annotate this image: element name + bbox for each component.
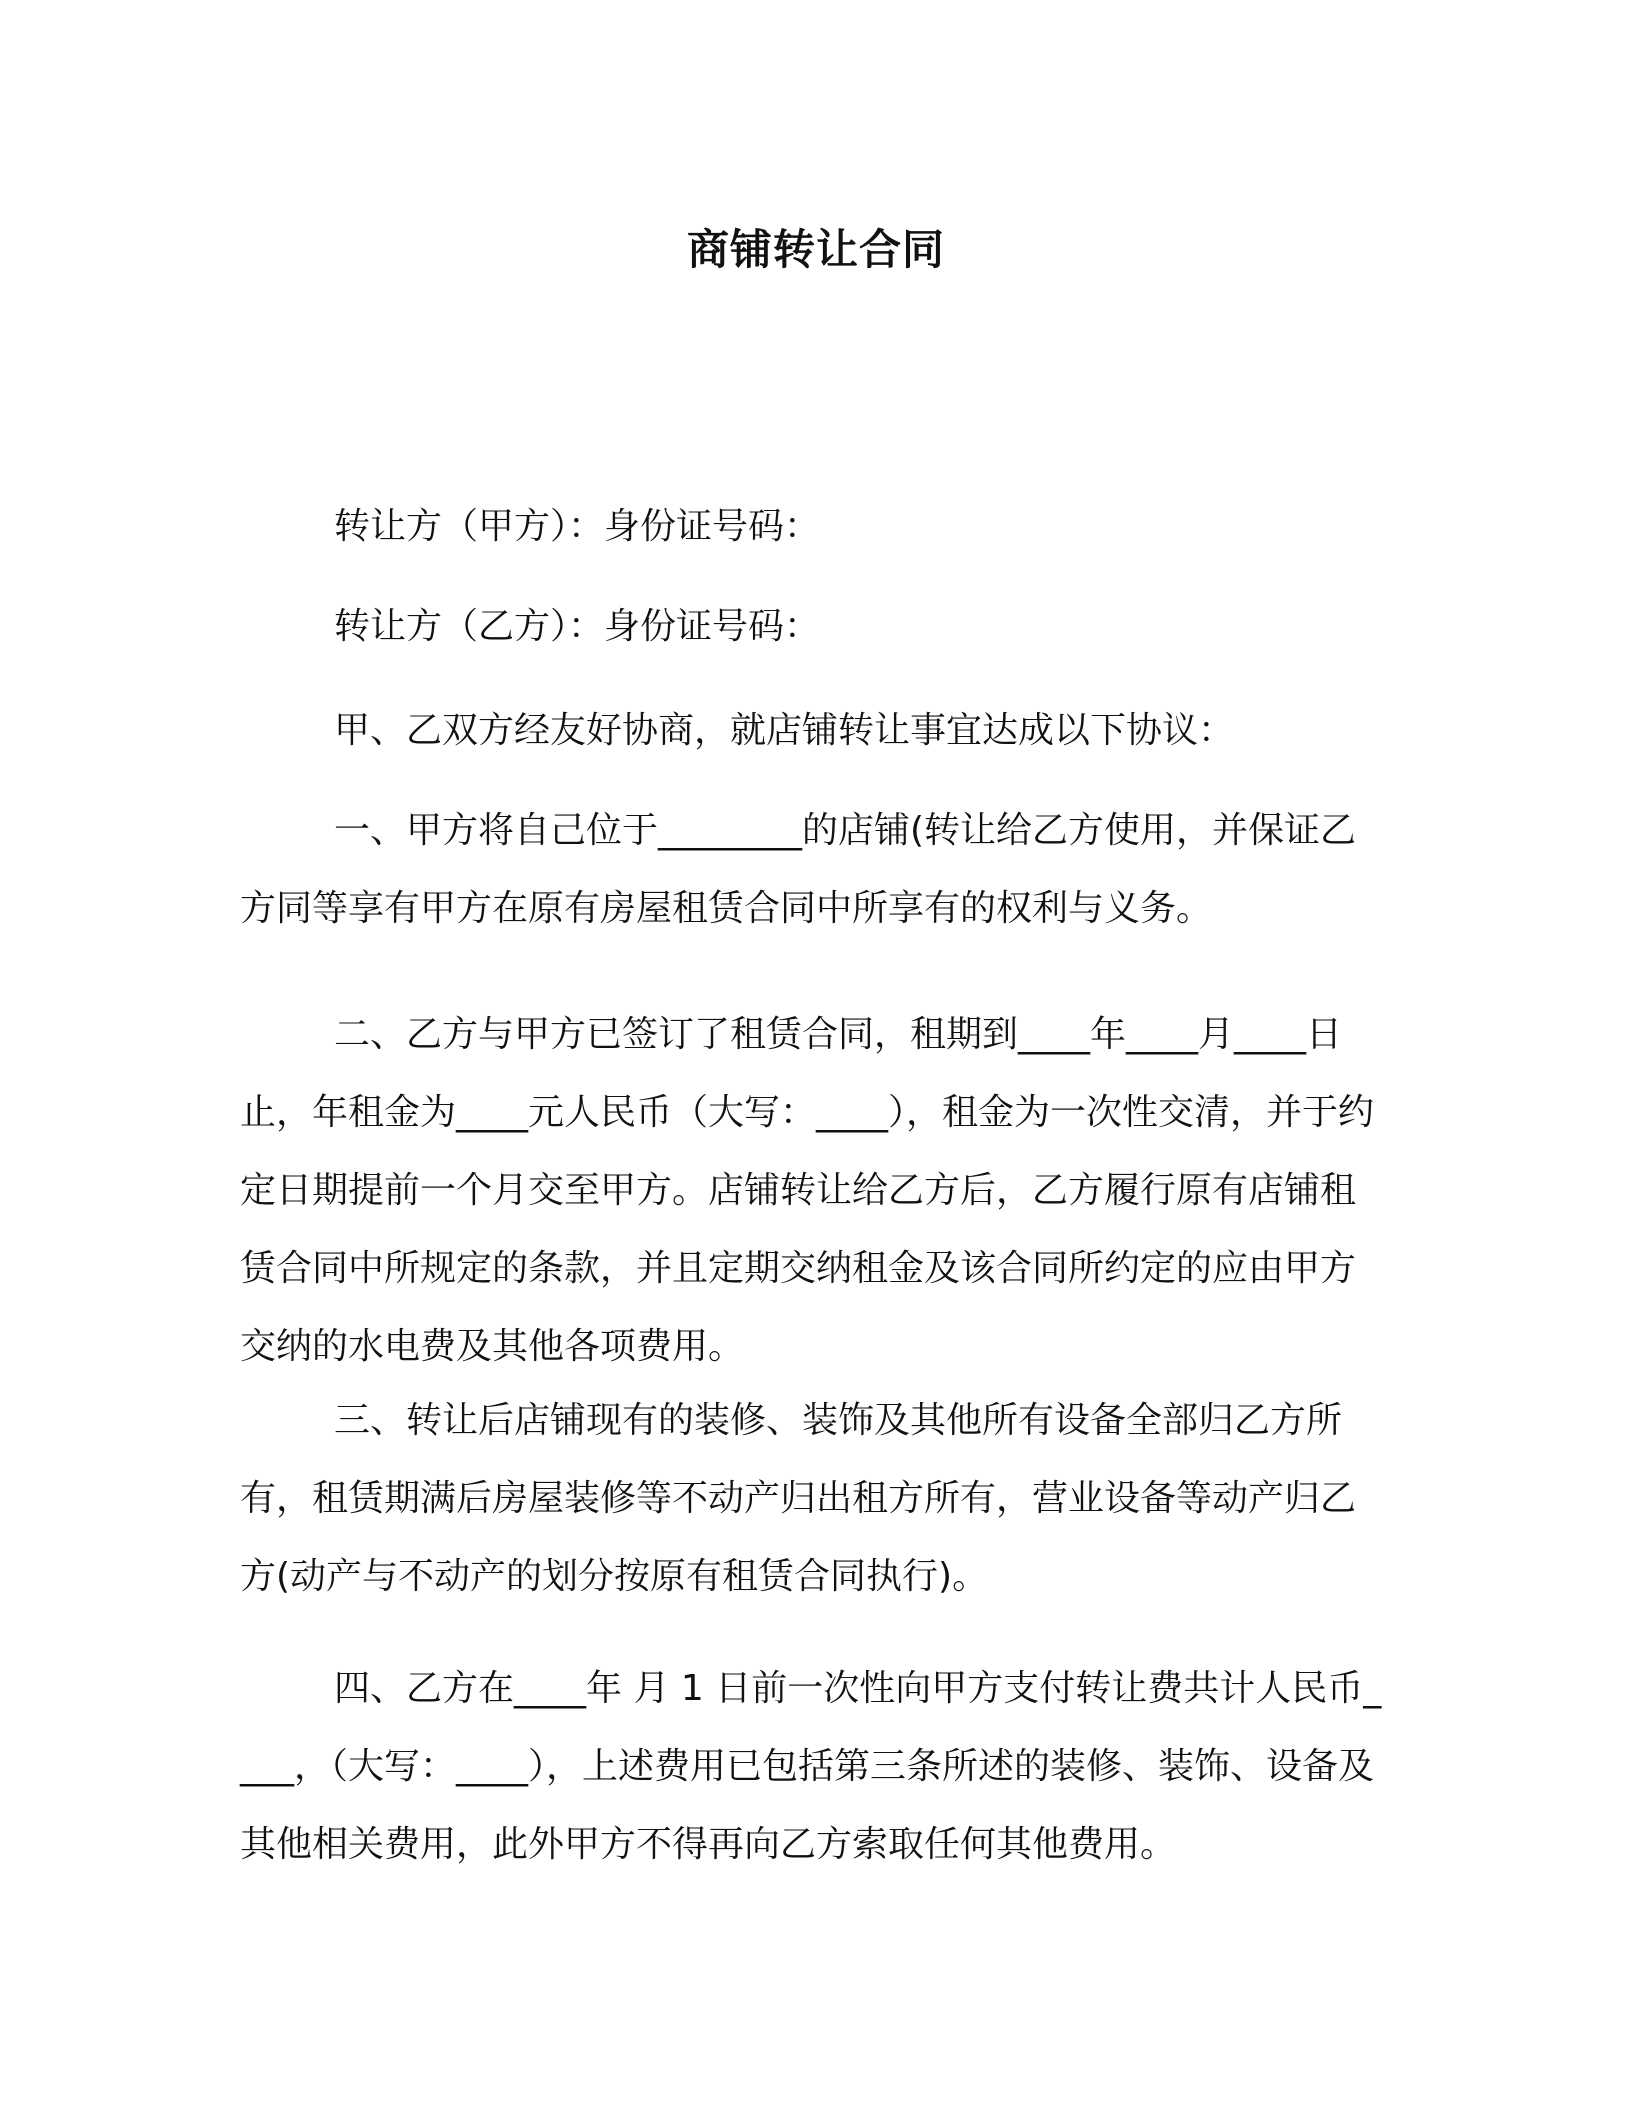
transferor-line: 转让方（甲方）：身份证号码： xyxy=(334,506,821,547)
clause-1: 一、甲方将自己位于________的店铺(转让给乙方使用，并保证乙方同等享有甲方在原有房屋租赁合同中所享有的权利与义务。 xyxy=(240,810,1357,929)
document-title: 商铺转让合同 xyxy=(686,225,945,274)
clause-4: 四、乙方在____年 月 1 日前一次性向甲方支付转让费共计人民币____，（大写：____），上述费用已包括第三条所述的装修、装饰、设备及其他相关费用，此外甲方不得再向乙方索取任何其他费用。 xyxy=(240,1668,1382,1865)
transferee-line: 转让方（乙方）：身份证号码： xyxy=(334,606,821,647)
intro-paragraph: 甲、乙双方经友好协商，就店铺转让事宜达成以下协议： xyxy=(334,710,1235,751)
clause-3: 三、转让后店铺现有的装修、装饰及其他所有设备全部归乙方所有，租赁期满后房屋装修等不动产归出租方所有，营业设备等动产归乙方(动产与不动产的划分按原有租赁合同执行)。 xyxy=(240,1400,1357,1597)
clause-2: 二、乙方与甲方已签订了租赁合同，租期到____年____月____日止，年租金为____元人民币（大写：____），租金为一次性交清，并于约定日期提前一个月交至甲方。店铺转让给乙方后，乙方履行原有店铺租赁合同中所规定的条款，并且定期交纳租金及该合同所约定的应由甲方交纳的水电费及其他各项费用。 xyxy=(240,1014,1375,1367)
